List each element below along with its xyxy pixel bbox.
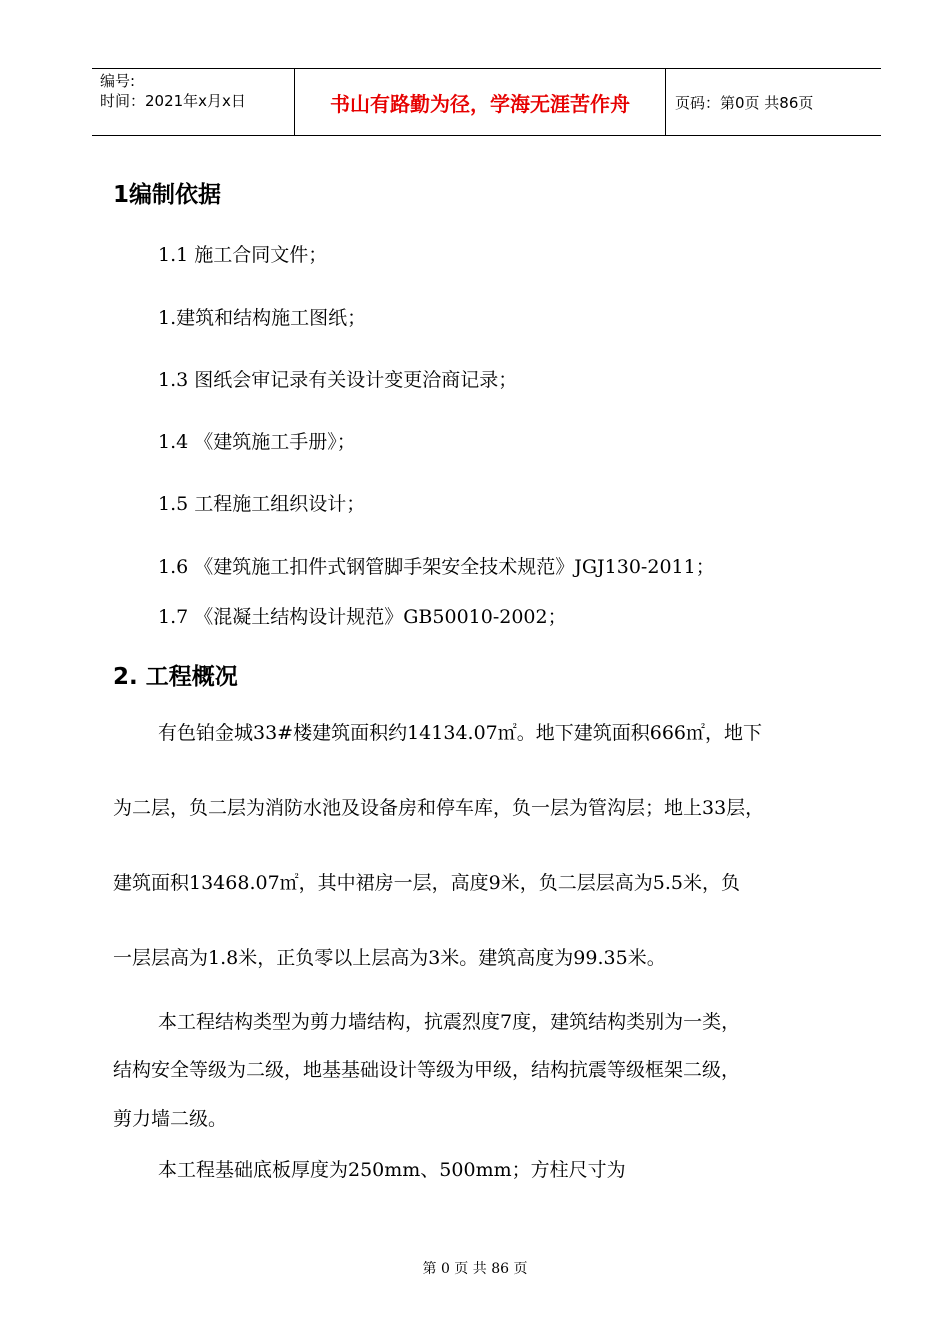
section-title-overview: 2. 工程概况 [113, 664, 238, 690]
basis-item: 1.6 《建筑施工扣件式钢管脚手架安全技术规范》JGJ130-2011； [158, 556, 715, 578]
serial-label: 编号: [100, 72, 136, 90]
time-label: 时间：2021年x月x日 [100, 92, 246, 110]
header-meta [92, 69, 294, 135]
overview-line: 一层层高为1.8米，正负零以上层高为3米。建筑高度为99.35米。 [113, 947, 666, 969]
basis-item: 1.7 《混凝土结构设计规范》GB50010-2002； [158, 606, 567, 628]
basis-item: 1.3 图纸会审记录有关设计变更洽商记录； [158, 369, 518, 391]
basis-item: 1.4 《建筑施工手册》； [158, 431, 356, 453]
overview-line: 为二层，负二层为消防水池及设备房和停车库，负一层为管沟层；地上33层， [113, 797, 765, 819]
basis-item: 1.1 施工合同文件； [158, 244, 328, 266]
structure-line: 本工程结构类型为剪力墙结构，抗震烈度7度，建筑结构类别为一类， [158, 1011, 741, 1033]
page-footer: 第 0 页 共 86 页 [422, 1261, 528, 1277]
structure-line: 剪力墙二级。 [113, 1108, 228, 1130]
overview-line: 有色铂金城33#楼建筑面积约14134.07㎡。地下建筑面积666㎡，地下 [158, 722, 763, 744]
page-header [92, 68, 881, 136]
header-motto: 书山有路勤为径，学海无涯苦作舟 [294, 69, 666, 135]
section-title-basis: 1编制依据 [113, 182, 222, 208]
basis-item: 1.5 工程施工组织设计； [158, 493, 366, 515]
overview-line: 建筑面积13468.07㎡，其中裙房一层，高度9米，负二层层高为5.5米，负 [113, 872, 740, 894]
basis-item: 1.建筑和结构施工图纸； [158, 307, 367, 329]
structure-line: 结构安全等级为二级，地基基础设计等级为甲级，结构抗震等级框架二级， [113, 1059, 741, 1081]
foundation-line: 本工程基础底板厚度为250mm、500mm；方柱尺寸为 [158, 1159, 626, 1181]
header-page-info: 页码：第0页 共86页 [675, 93, 814, 112]
